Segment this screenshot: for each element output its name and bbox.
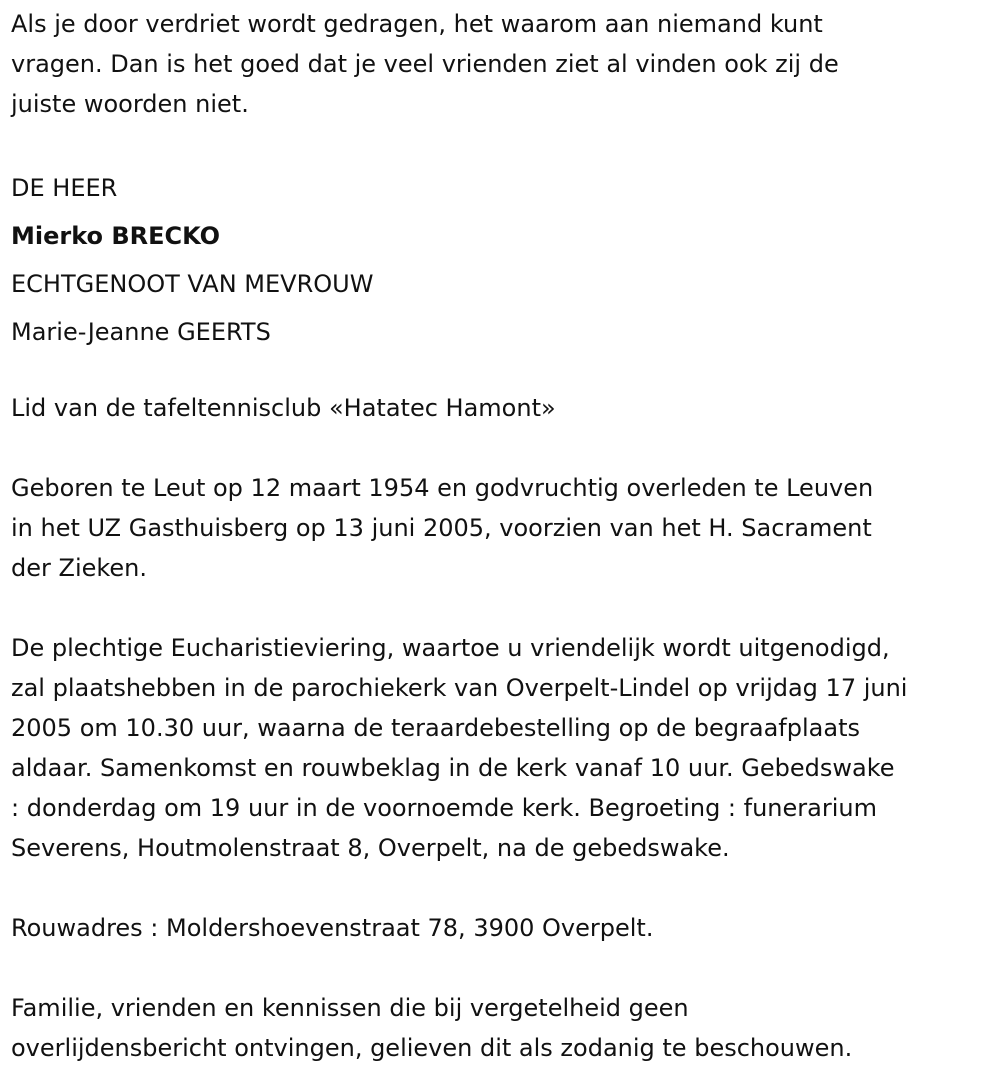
title-prefix: DE HEER xyxy=(11,174,118,202)
deceased-identification xyxy=(11,164,988,356)
birth-death-line: der Zieken. xyxy=(11,554,148,582)
birth-death-paragraph xyxy=(11,468,988,588)
membership-line: Lid van de tafeltennisclub «Hatatec Hamont» xyxy=(11,394,556,422)
spouse-label: ECHTGENOOT VAN MEVROUW xyxy=(11,270,374,298)
ceremony-line: aldaar. Samenkomst en rouwbeklag in de kerk vanaf 10 uur. Gebedswake xyxy=(11,754,895,782)
opening-line: juiste woorden niet. xyxy=(11,90,249,118)
paragraph-spacer xyxy=(11,356,988,388)
birth-death-line: Geboren te Leut op 12 maart 1954 en godvruchtig overleden te Leuven xyxy=(11,474,874,502)
membership-text xyxy=(11,388,988,428)
birth-death-line: in het UZ Gasthuisberg op 13 juni 2005, voorzien van het H. Sacrament xyxy=(11,514,872,542)
paragraph-spacer xyxy=(11,124,988,164)
paragraph-spacer xyxy=(11,948,988,988)
mourning-address xyxy=(11,908,988,948)
paragraph-spacer xyxy=(11,428,988,468)
opening-poem xyxy=(11,4,988,124)
ceremony-line: zal plaatshebben in de parochiekerk van Overpelt-Lindel op vrijdag 17 juni xyxy=(11,674,908,702)
mourning-address-line: Rouwadres : Moldershoevenstraat 78, 3900 Overpelt. xyxy=(11,914,654,942)
closing-line: overlijdensbericht ontvingen, gelieven dit als zodanig te beschouwen. xyxy=(11,1034,853,1062)
opening-line: vragen. Dan is het goed dat je veel vrienden ziet al vinden ook zij de xyxy=(11,50,839,78)
ceremony-paragraph xyxy=(11,628,988,868)
deceased-name: Mierko BRECKO xyxy=(11,222,221,250)
ceremony-line: 2005 om 10.30 uur, waarna de teraardebestelling op de begraafplaats xyxy=(11,714,860,742)
opening-line: Als je door verdriet wordt gedragen, het waarom aan niemand kunt xyxy=(11,10,823,38)
spouse-name: Marie-Jeanne GEERTS xyxy=(11,318,271,346)
closing-paragraph xyxy=(11,988,988,1068)
ceremony-line: De plechtige Eucharistieviering, waartoe u vriendelijk wordt uitgenodigd, xyxy=(11,634,890,662)
paragraph-spacer xyxy=(11,868,988,908)
paragraph-spacer xyxy=(11,588,988,628)
closing-line: Familie, vrienden en kennissen die bij vergetelheid geen xyxy=(11,994,689,1022)
ceremony-line: : donderdag om 19 uur in de voornoemde kerk. Begroeting : funerarium xyxy=(11,794,877,822)
ceremony-line: Severens, Houtmolenstraat 8, Overpelt, na de gebedswake. xyxy=(11,834,730,862)
